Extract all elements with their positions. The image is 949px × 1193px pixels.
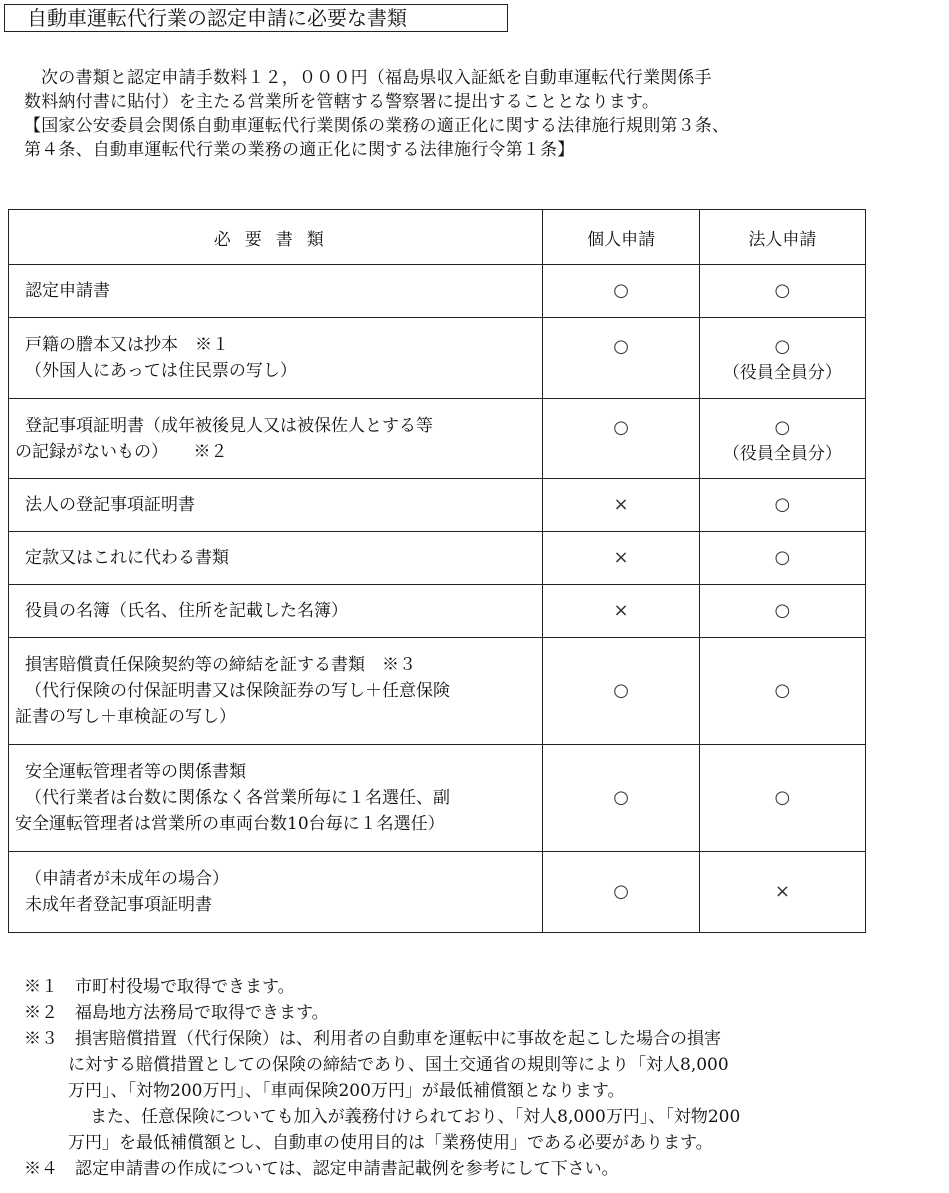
- corporate-mark-cell: [699, 318, 865, 399]
- document-name-line: （申請者が未成年の場合）: [25, 869, 229, 889]
- corporate-mark-cell: [699, 638, 865, 745]
- intro-legal-reference: 第４条、自動車運転代行業の業務の適正化に関する法律施行令第１条】: [24, 140, 575, 160]
- individual-mark-cell: [543, 265, 699, 318]
- individual-mark-cell: [543, 479, 699, 532]
- individual-mark-cell: [543, 318, 699, 399]
- document-name-line: （代行保険の付保証明書又は保険証券の写し＋任意保険: [25, 681, 450, 701]
- required-mark: ○: [774, 336, 791, 357]
- footnote-1: ※１ 市町村役場で取得できます。: [24, 977, 295, 997]
- table-row: [9, 479, 866, 532]
- table-row: [9, 585, 866, 638]
- table-row: [9, 265, 866, 318]
- not-required-mark: ×: [613, 600, 629, 621]
- table-row: [9, 532, 866, 585]
- document-name-line: 未成年者登記事項証明書: [25, 895, 212, 915]
- intro-legal-reference: 【国家公安委員会関係自動車運転代行業関係の業務の適正化に関する法律施行規則第３条、: [24, 116, 730, 136]
- intro-line: 次の書類と認定申請手数料１２，０００円（福島県収入証紙を自動車運転代行業関係手: [41, 68, 712, 88]
- footnote-4: ※４ 認定申請書の作成については、認定申請書記載例を参考にして下さい。: [24, 1159, 619, 1179]
- not-required-mark: ×: [613, 494, 629, 515]
- table-row: [9, 318, 866, 399]
- document-name-line: 損害賠償責任保険契約等の締結を証する書類 ※３: [25, 655, 416, 675]
- corporate-mark-cell: [699, 479, 865, 532]
- document-name-line: 定款又はこれに代わる書類: [25, 548, 229, 568]
- all-officers-note: （役員全員分）: [722, 363, 842, 383]
- document-name-cell: [9, 479, 543, 532]
- intro-paragraph: [24, 66, 904, 162]
- footnote-3-cont: 万円」、「対物200万円」、「車両保険200万円」が最低補償額となります。: [68, 1081, 625, 1101]
- document-name-line: 証書の写し＋車検証の写し）: [15, 707, 236, 727]
- corporate-mark-cell: [699, 852, 865, 933]
- required-mark: ○: [774, 417, 791, 438]
- header-individual: 個人申請: [543, 210, 699, 265]
- individual-mark-cell: [543, 532, 699, 585]
- document-name-cell: [9, 745, 543, 852]
- footnote-3-cont: 万円」を最低補償額とし、自動車の使用目的は「業務使用」である必要があります。: [68, 1133, 713, 1153]
- individual-mark-cell: [543, 399, 699, 479]
- table-row: [9, 399, 866, 479]
- individual-mark-cell: [543, 638, 699, 745]
- individual-mark-cell: [543, 745, 699, 852]
- document-name-cell: [9, 399, 543, 479]
- required-mark: ○: [613, 787, 629, 808]
- not-required-mark: ×: [774, 881, 790, 902]
- corporate-mark-cell: [699, 532, 865, 585]
- table-row: [9, 745, 866, 852]
- individual-mark-cell: [543, 585, 699, 638]
- document-name-line: 法人の登記事項証明書: [25, 495, 195, 515]
- corporate-mark-cell: [699, 745, 865, 852]
- footnote-3-cont: また、任意保険についても加入が義務付けられており、「対人8,000万円」、「対物200: [90, 1107, 741, 1127]
- table-header-row: [9, 210, 866, 265]
- document-name-line: の記録がないもの） ※２: [15, 441, 228, 462]
- document-name-line: 戸籍の謄本又は抄本 ※１: [25, 335, 229, 355]
- required-documents-table: [8, 209, 866, 933]
- footnote-2: ※２ 福島地方法務局で取得できます。: [24, 1003, 329, 1023]
- table-row: [9, 852, 866, 933]
- required-mark: ○: [613, 881, 629, 902]
- document-name-cell: [9, 532, 543, 585]
- individual-mark-cell: [543, 852, 699, 933]
- document-name-line: （外国人にあっては住民票の写し）: [25, 361, 297, 381]
- document-name-cell: [9, 265, 543, 318]
- required-mark: ○: [774, 600, 791, 621]
- header-corporate: 法人申請: [699, 210, 865, 265]
- required-mark: ○: [774, 680, 791, 701]
- document-name-cell: [9, 318, 543, 399]
- document-name-line: 安全運転管理者は営業所の車両台数10台毎に１名選任）: [15, 814, 445, 834]
- required-mark: ○: [613, 680, 629, 701]
- required-mark: ○: [613, 417, 629, 438]
- corporate-mark-cell: [699, 399, 865, 479]
- page-title: 自動車運転代行業の認定申請に必要な書類: [4, 4, 508, 32]
- document-name-cell: [9, 638, 543, 745]
- corporate-mark-cell: [699, 265, 865, 318]
- footnotes: [24, 974, 914, 1182]
- document-name-cell: [9, 852, 543, 933]
- document-name-line: 認定申請書: [25, 281, 110, 301]
- all-officers-note: （役員全員分）: [722, 444, 842, 464]
- corporate-mark-cell: [699, 585, 865, 638]
- footnote-3: ※３ 損害賠償措置（代行保険）は、利用者の自動車を運転中に事故を起こした場合の損害: [24, 1029, 721, 1049]
- required-mark: ○: [774, 787, 791, 808]
- intro-line: 数料納付書に貼付）を主たる営業所を管轄する警察署に提出することとなります。: [24, 92, 660, 112]
- required-mark: ○: [613, 336, 629, 357]
- document-name-line: （代行業者は台数に関係なく各営業所毎に１名選任、副: [25, 788, 450, 808]
- not-required-mark: ×: [613, 547, 629, 568]
- required-mark: ○: [774, 547, 791, 568]
- document-name-cell: [9, 585, 543, 638]
- table-row: [9, 638, 866, 745]
- document-name-line: 安全運転管理者等の関係書類: [25, 762, 246, 782]
- document-name-line: 登記事項証明書（成年被後見人又は被保佐人とする等: [25, 415, 433, 436]
- header-documents: 必要書類: [9, 210, 543, 265]
- required-mark: ○: [774, 494, 791, 515]
- required-mark: ○: [774, 280, 791, 301]
- required-mark: ○: [613, 280, 629, 301]
- footnote-3-cont: に対する賠償措置としての保険の締結であり、国土交通省の規則等により「対人8,000: [68, 1055, 729, 1075]
- document-name-line: 役員の名簿（氏名、住所を記載した名簿）: [25, 601, 348, 621]
